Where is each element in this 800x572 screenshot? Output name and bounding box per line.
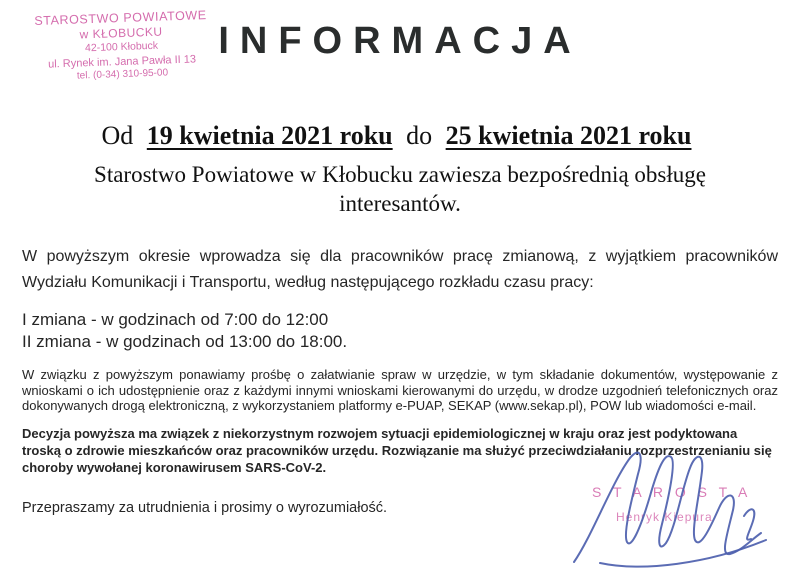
date-middle: do (406, 121, 433, 150)
date-prefix: Od (101, 121, 134, 150)
handwritten-signature-icon (560, 444, 772, 570)
date-from: 19 kwietnia 2021 roku (146, 121, 393, 150)
stamp-line: w KŁOBUCKU (79, 24, 163, 42)
starosta-stamp-title: S T A R O S T A (592, 484, 752, 500)
paragraph-apology: Przepraszamy za utrudnienia i prosimy o wyrozumiałość. (22, 499, 388, 516)
paragraph-contact-channels: W związku z powyższym ponawiamy prośbę o załatwianie spraw w urzędzie, w tym składanie dokumentów, występowanie z wnioskami o ich udostępnienie oraz z każdymi innymi wnioskami kierowanymi do urzędu, w drodze uzgodnień telefonicznych oraz dokonywanych drogą elektroniczną, z wykorzystaniem platformy e-PUAP, SEKAP (www.sekap.pl), POW lub wiadomości e-mail. (22, 367, 778, 413)
page-title: INFORMACJA (218, 20, 582, 62)
paragraph-schedule-intro: W powyższym okresie wprowadza się dla pracowników pracę zmianową, z wyjątkiem pracowników Wydziału Komunikacji i Transportu, według następującego rozkładu czasu pracy: (22, 248, 778, 291)
date-to: 25 kwietnia 2021 roku (445, 121, 692, 150)
date-range-line (0, 119, 800, 153)
stamp-line: STAROSTWO POWIATOWE (34, 8, 207, 29)
starosta-stamp-name: Henryk Kiepura (616, 510, 713, 524)
shift-1: I zmiana - w godzinach od 7:00 do 12:00 (22, 310, 329, 329)
paragraph-decision-reason: Decyzja powyższa ma związek z niekorzystnym rozwojem sytuacji epidemiologicznej w kraju oraz jest podyktowana troską o zdrowie mieszkańców oraz pracowników urzędu. Rozwiązanie ma służyć przeciwdziałaniu rozprzestrzenianiu się choroby wywołanej koronawirusem SARS-CoV-2. (22, 425, 772, 475)
office-address-stamp (13, 6, 230, 85)
stamp-line: tel. (0-34) 310-95-00 (76, 67, 169, 82)
shift-schedule (22, 309, 778, 353)
stamp-line: 42-100 Kłobuck (84, 40, 159, 55)
stamp-line: ul. Rynek im. Jana Pawła II 13 (47, 53, 197, 71)
signature-block (560, 444, 772, 570)
subtitle: Starostwo Powiatowe w Kłobucku zawiesza bezpośrednią obsługę interesantów. (94, 162, 706, 216)
shift-2: II zmiana - w godzinach od 13:00 do 18:00. (22, 332, 348, 351)
